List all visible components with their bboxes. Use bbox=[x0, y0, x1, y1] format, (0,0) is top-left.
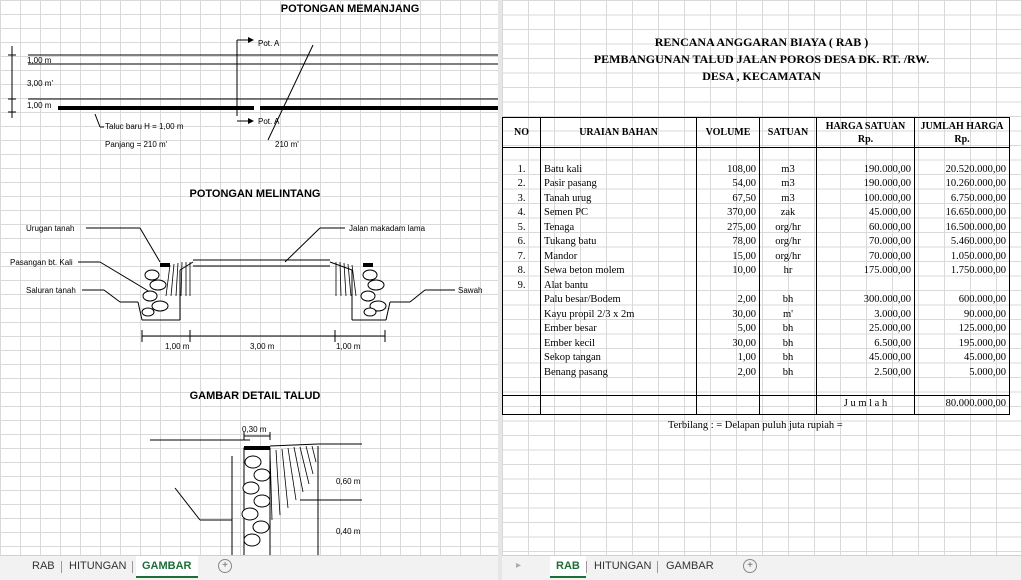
cell-harga: 175.000,00 bbox=[817, 264, 915, 279]
cell-no: 9. bbox=[503, 279, 541, 294]
saluran-label: Saluran tanah bbox=[26, 286, 76, 295]
cell-sat bbox=[760, 279, 817, 294]
cell-no bbox=[503, 337, 541, 352]
cell-harga: 100.000,00 bbox=[817, 192, 915, 207]
cell-harga: 60.000,00 bbox=[817, 221, 915, 236]
cell-no: 2. bbox=[503, 177, 541, 192]
jumlah-label: J u m l a h bbox=[817, 395, 915, 414]
cell-harga: 70.000,00 bbox=[817, 250, 915, 265]
cell-jumlah: 10.260.000,00 bbox=[915, 177, 1010, 192]
table-row bbox=[503, 163, 1010, 178]
cell-vol: 30,00 bbox=[697, 308, 760, 323]
sheet-tab-bar bbox=[0, 555, 498, 580]
tab-hitungan[interactable]: HITUNGAN bbox=[69, 560, 127, 572]
cell-harga bbox=[817, 148, 915, 163]
table-row bbox=[503, 308, 1010, 323]
cell-jumlah: 195.000,00 bbox=[915, 337, 1010, 352]
cell-item: Ember besar bbox=[541, 322, 697, 337]
cell-vol bbox=[697, 380, 760, 395]
terbilang-text: Terbilang : = Delapan puluh juta rupiah = bbox=[668, 420, 843, 431]
rab-title-3: DESA , KECAMATAN bbox=[702, 69, 821, 83]
cell-item: Ember kecil bbox=[541, 337, 697, 352]
tab-gambar[interactable]: GAMBAR bbox=[136, 556, 198, 578]
cell-vol bbox=[697, 279, 760, 294]
cell-vol: 2,00 bbox=[697, 293, 760, 308]
cell-jumlah: 5.460.000,00 bbox=[915, 235, 1010, 250]
sheet-tab-bar bbox=[502, 555, 1021, 580]
cell-harga bbox=[817, 279, 915, 294]
jumlah-total: 80.000.000,00 bbox=[915, 395, 1010, 414]
cell-harga: 45.000,00 bbox=[817, 206, 915, 221]
pot-a-bot-label: Pot. A bbox=[258, 117, 280, 126]
header-uraian: URAIAN BAHAN bbox=[541, 118, 697, 148]
taluc-label: Taluc baru H = 1,00 m bbox=[105, 122, 184, 131]
cell-harga: 190.000,00 bbox=[817, 163, 915, 178]
cell-item: Kayu propil 2/3 x 2m bbox=[541, 308, 697, 323]
table-row bbox=[503, 206, 1010, 221]
cell-no: 1. bbox=[503, 163, 541, 178]
pot-a-top-label: Pot. A bbox=[258, 39, 280, 48]
table-row bbox=[503, 148, 1010, 163]
tab-rab[interactable]: RAB bbox=[32, 560, 55, 572]
cell-no: 6. bbox=[503, 235, 541, 250]
cell-sat: hr bbox=[760, 264, 817, 279]
cell-jumlah bbox=[915, 279, 1010, 294]
cell-jumlah: 90.000,00 bbox=[915, 308, 1010, 323]
cell-item: Sewa beton molem bbox=[541, 264, 697, 279]
cell-vol: 78,00 bbox=[697, 235, 760, 250]
dim-top-label: 1,00 m bbox=[27, 56, 52, 65]
header-harga: HARGA SATUAN Rp. bbox=[817, 118, 915, 148]
title-potongan-memanjang: POTONGAN MEMANJANG bbox=[280, 3, 420, 15]
cell-jumlah bbox=[915, 148, 1010, 163]
cell-vol: 54,00 bbox=[697, 177, 760, 192]
rab-sheet bbox=[502, 0, 1021, 580]
detail-040-label: 0,40 m bbox=[336, 527, 361, 536]
cell-jumlah: 16.650.000,00 bbox=[915, 206, 1010, 221]
header-no: NO bbox=[503, 118, 541, 148]
cell-sat: bh bbox=[760, 351, 817, 366]
cell-harga: 25.000,00 bbox=[817, 322, 915, 337]
cell-vol: 108,00 bbox=[697, 163, 760, 178]
table-row bbox=[503, 337, 1010, 352]
cell-harga: 70.000,00 bbox=[817, 235, 915, 250]
pasangan-label: Pasangan bt. Kali bbox=[10, 258, 73, 267]
cell-no bbox=[503, 322, 541, 337]
table-row bbox=[503, 322, 1010, 337]
cell-item: Benang pasang bbox=[541, 366, 697, 381]
width-1-label: 1,00 m bbox=[165, 342, 190, 351]
cell-item: Pasir pasang bbox=[541, 177, 697, 192]
cell-vol: 5,00 bbox=[697, 322, 760, 337]
cell-harga: 45.000,00 bbox=[817, 351, 915, 366]
cell-jumlah: 20.520.000,00 bbox=[915, 163, 1010, 178]
cell-harga: 190.000,00 bbox=[817, 177, 915, 192]
cell-harga: 6.500,00 bbox=[817, 337, 915, 352]
cell-no: 8. bbox=[503, 264, 541, 279]
cell-sat: m3 bbox=[760, 177, 817, 192]
cell-sat: org/hr bbox=[760, 221, 817, 236]
cell-jumlah: 6.750.000,00 bbox=[915, 192, 1010, 207]
gambar-sheet bbox=[0, 0, 498, 580]
tab-rab[interactable]: RAB bbox=[550, 556, 586, 578]
table-row bbox=[503, 264, 1010, 279]
cell-item: Semen PC bbox=[541, 206, 697, 221]
urugan-label: Urugan tanah bbox=[26, 224, 75, 233]
table-row bbox=[503, 192, 1010, 207]
cell-item: Alat bantu bbox=[541, 279, 697, 294]
table-row bbox=[503, 366, 1010, 381]
cell-sat bbox=[760, 380, 817, 395]
table-row bbox=[503, 279, 1010, 294]
cell-no bbox=[503, 293, 541, 308]
header-satuan: SATUAN bbox=[760, 118, 817, 148]
cell-jumlah bbox=[915, 380, 1010, 395]
table-row bbox=[503, 235, 1010, 250]
tab-hitungan[interactable]: HITUNGAN bbox=[594, 560, 652, 572]
cell-vol: 370,00 bbox=[697, 206, 760, 221]
table-row bbox=[503, 250, 1010, 265]
cell-jumlah: 1.050.000,00 bbox=[915, 250, 1010, 265]
cell-item: Tenaga bbox=[541, 221, 697, 236]
cell-item: Palu besar/Bodem bbox=[541, 293, 697, 308]
cell-sat: m3 bbox=[760, 163, 817, 178]
table-header bbox=[503, 118, 1010, 148]
cell-sat bbox=[760, 148, 817, 163]
add-sheet-icon[interactable]: + bbox=[218, 559, 232, 573]
scroll-left-icon[interactable]: ▸ bbox=[516, 560, 522, 571]
cell-sat: bh bbox=[760, 366, 817, 381]
width-3-label: 1,00 m bbox=[336, 342, 361, 351]
cell-vol bbox=[697, 148, 760, 163]
header-volume: VOLUME bbox=[697, 118, 760, 148]
title-detail-talud: GAMBAR DETAIL TALUD bbox=[189, 390, 321, 402]
cell-sat: bh bbox=[760, 337, 817, 352]
cell-no bbox=[503, 380, 541, 395]
cell-harga: 2.500,00 bbox=[817, 366, 915, 381]
header-jumlah: JUMLAH HARGA Rp. bbox=[915, 118, 1010, 148]
cell-jumlah: 125.000,00 bbox=[915, 322, 1010, 337]
cell-sat: org/hr bbox=[760, 250, 817, 265]
length-210-label: 210 m' bbox=[275, 140, 299, 149]
jalan-lama-label: Jalan makadam lama bbox=[349, 224, 426, 233]
sawah-label: Sawah bbox=[458, 286, 483, 295]
rab-title-1: RENCANA ANGGARAN BIAYA ( RAB ) bbox=[654, 35, 869, 49]
cell-item: Tukang batu bbox=[541, 235, 697, 250]
cell-jumlah: 16.500.000,00 bbox=[915, 221, 1010, 236]
cell-sat: bh bbox=[760, 293, 817, 308]
cell-harga: 300.000,00 bbox=[817, 293, 915, 308]
cell-harga bbox=[817, 380, 915, 395]
table-row bbox=[503, 177, 1010, 192]
table-row bbox=[503, 293, 1010, 308]
cell-item: Batu kali bbox=[541, 163, 697, 178]
rab-title-2: PEMBANGUNAN TALUD JALAN POROS DESA DK. RT. /RW. bbox=[593, 52, 930, 66]
cell-no bbox=[503, 366, 541, 381]
dim-bot-label: 1,00 m bbox=[27, 101, 52, 110]
table-row bbox=[503, 380, 1010, 395]
cell-jumlah: 5.000,00 bbox=[915, 366, 1010, 381]
cell-sat: bh bbox=[760, 322, 817, 337]
width-2-label: 3,00 m bbox=[250, 342, 275, 351]
cell-jumlah: 1.750.000,00 bbox=[915, 264, 1010, 279]
table-row bbox=[503, 351, 1010, 366]
cell-no: 7. bbox=[503, 250, 541, 265]
technical-drawing bbox=[0, 0, 498, 556]
add-sheet-icon[interactable]: + bbox=[743, 559, 757, 573]
cell-item: Sekop tangan bbox=[541, 351, 697, 366]
cell-sat: m3 bbox=[760, 192, 817, 207]
cell-item: Tanah urug bbox=[541, 192, 697, 207]
cell-jumlah: 45.000,00 bbox=[915, 351, 1010, 366]
table-row bbox=[503, 221, 1010, 236]
cell-vol: 10,00 bbox=[697, 264, 760, 279]
cell-item: Mandor bbox=[541, 250, 697, 265]
cell-harga: 3.000,00 bbox=[817, 308, 915, 323]
dim-mid-label: 3,00 m' bbox=[27, 79, 53, 88]
cell-sat: org/hr bbox=[760, 235, 817, 250]
cell-item bbox=[541, 380, 697, 395]
detail-top-label: 0,30 m bbox=[242, 425, 267, 434]
cell-vol: 67,50 bbox=[697, 192, 760, 207]
cell-no: 5. bbox=[503, 221, 541, 236]
cell-no: 4. bbox=[503, 206, 541, 221]
detail-060-label: 0,60 m bbox=[336, 477, 361, 486]
cell-vol: 2,00 bbox=[697, 366, 760, 381]
cell-sat: m' bbox=[760, 308, 817, 323]
panjang-label: Panjang = 210 m' bbox=[105, 140, 168, 149]
cell-vol: 275,00 bbox=[697, 221, 760, 236]
title-potongan-melintang: POTONGAN MELINTANG bbox=[189, 188, 321, 200]
rab-table bbox=[502, 117, 1010, 415]
cell-no bbox=[503, 148, 541, 163]
cell-vol: 15,00 bbox=[697, 250, 760, 265]
total-row bbox=[503, 395, 1010, 414]
cell-no bbox=[503, 351, 541, 366]
cell-vol: 30,00 bbox=[697, 337, 760, 352]
tab-gambar[interactable]: GAMBAR bbox=[666, 560, 714, 572]
cell-vol: 1,00 bbox=[697, 351, 760, 366]
cell-jumlah: 600.000,00 bbox=[915, 293, 1010, 308]
cell-no: 3. bbox=[503, 192, 541, 207]
cell-sat: zak bbox=[760, 206, 817, 221]
cell-item bbox=[541, 148, 697, 163]
cell-no bbox=[503, 308, 541, 323]
